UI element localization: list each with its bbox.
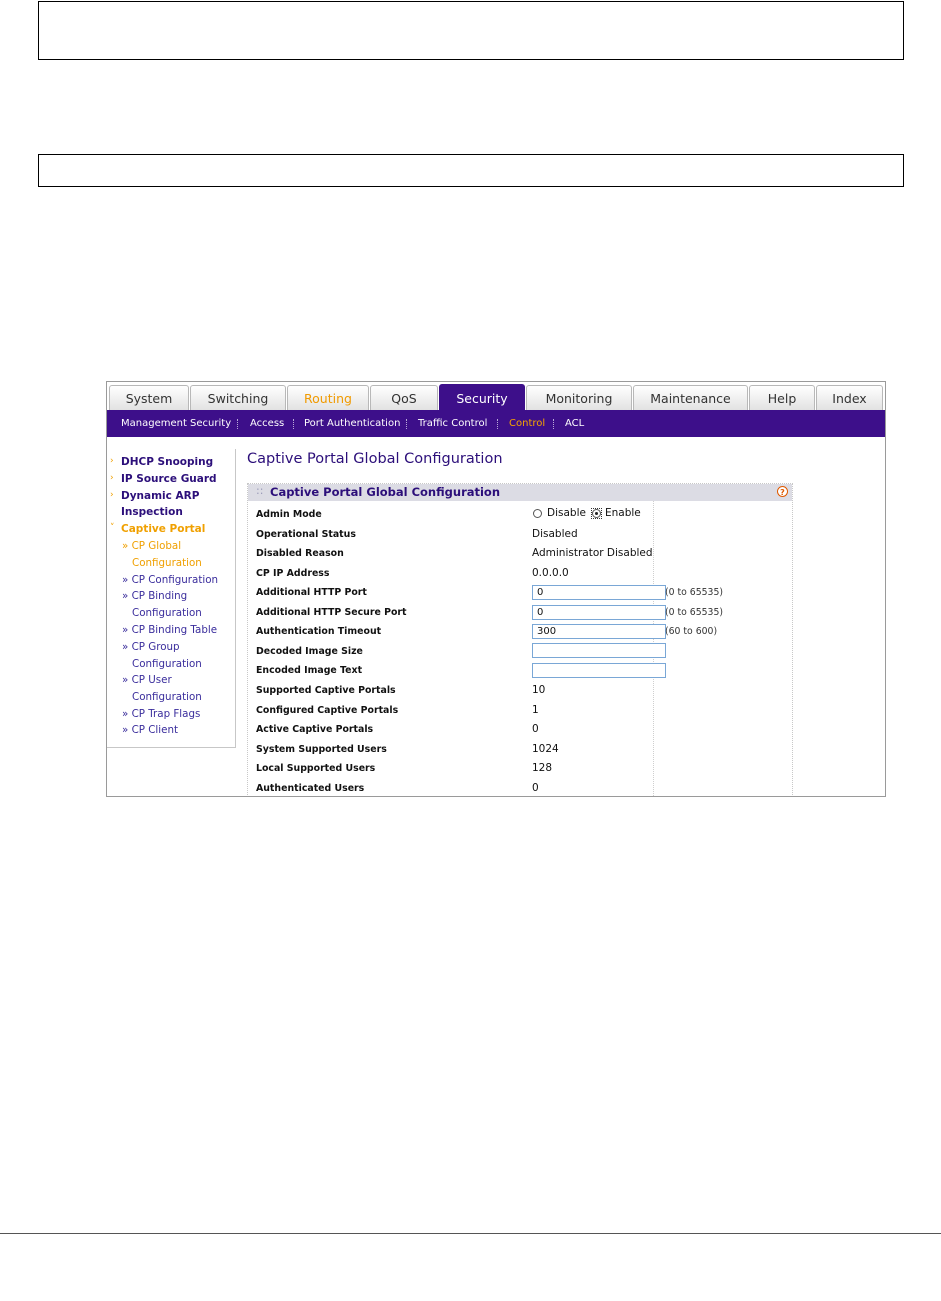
authentication-timeout-range: (60 to 600) — [665, 626, 718, 637]
admin-mode-enable-radio[interactable] — [592, 509, 601, 518]
subnav-acl[interactable]: ACL — [565, 418, 585, 429]
sidebar-item-cp-configuration[interactable]: » CP Configuration — [122, 574, 219, 586]
additional-https-port-range: (0 to 65535) — [665, 607, 723, 618]
chevron-right-icon: › — [110, 456, 114, 466]
subnav-control[interactable]: Control — [509, 418, 546, 429]
sidebar-item-ip-source-guard[interactable]: IP Source Guard — [121, 473, 217, 485]
local-supported-users-value: 128 — [532, 762, 553, 774]
authenticated-users-value: 0 — [532, 782, 539, 794]
main-tab-bar — [107, 382, 885, 411]
footer-rule — [0, 1233, 941, 1234]
encoded-image-text-label: Encoded Image Text — [256, 665, 363, 676]
tab-maintenance[interactable]: Maintenance — [633, 385, 748, 410]
page-title: Captive Portal Global Configuration — [247, 451, 503, 467]
local-supported-users-label: Local Supported Users — [256, 763, 376, 774]
tab-routing[interactable]: Routing — [287, 385, 369, 410]
chevron-right-icon: › — [110, 490, 114, 500]
chevron-right-icon: › — [110, 473, 114, 483]
subnav-access[interactable]: Access — [250, 418, 285, 429]
authentication-timeout-label: Authentication Timeout — [256, 626, 382, 637]
tab-index[interactable]: Index — [816, 385, 883, 410]
supported-captive-portals-label: Supported Captive Portals — [256, 685, 396, 696]
configured-captive-portals-value: 1 — [532, 704, 539, 716]
system-supported-users-value: 1024 — [532, 743, 559, 755]
admin-mode-disable-radio[interactable] — [533, 509, 542, 518]
configured-captive-portals-label: Configured Captive Portals — [256, 705, 399, 716]
sidebar-item-cp-client[interactable]: » CP Client — [122, 724, 179, 736]
admin-mode-enable-label: Enable — [605, 507, 641, 519]
admin-mode-label: Admin Mode — [256, 509, 322, 520]
document-box-top — [38, 1, 904, 60]
sidebar-item-cp-user-line2[interactable]: Configuration — [132, 691, 202, 703]
sidebar-item-cp-group[interactable]: » CP Group — [122, 641, 180, 653]
panel-title: Captive Portal Global Configuration — [270, 485, 501, 499]
operational-status-value: Disabled — [532, 528, 578, 540]
additional-http-port-range: (0 to 65535) — [665, 587, 723, 598]
additional-http-port-label: Additional HTTP Port — [256, 587, 367, 598]
tab-switching[interactable]: Switching — [190, 385, 286, 410]
subnav-separator — [406, 419, 407, 429]
subnav-separator — [497, 419, 498, 429]
encoded-image-text-input[interactable] — [532, 663, 666, 678]
cp-ip-address-label: CP IP Address — [256, 568, 330, 579]
ui-screenshot — [106, 381, 886, 797]
sidebar-item-cp-global[interactable]: » CP Global — [122, 540, 182, 552]
chevron-down-icon: ˅ — [110, 523, 115, 533]
supported-captive-portals-value: 10 — [532, 684, 546, 696]
disabled-reason-label: Disabled Reason — [256, 548, 344, 559]
drag-handle-icon: :: — [256, 484, 264, 497]
additional-https-port-label: Additional HTTP Secure Port — [256, 607, 407, 618]
subnav-separator — [237, 419, 238, 429]
sidebar-item-dhcp-snooping[interactable]: DHCP Snooping — [121, 456, 214, 468]
sidebar-item-cp-global-line2[interactable]: Configuration — [132, 557, 202, 569]
document-box-second — [38, 154, 904, 187]
authentication-timeout-input[interactable]: 300 — [532, 624, 666, 639]
config-panel — [247, 483, 793, 797]
tab-qos[interactable]: QoS — [370, 385, 438, 410]
panel-header — [248, 484, 792, 501]
subnav-traffic-control[interactable]: Traffic Control — [418, 418, 488, 429]
sidebar-item-cp-user[interactable]: » CP User — [122, 674, 172, 686]
sidebar-item-cp-group-line2[interactable]: Configuration — [132, 658, 202, 670]
left-sidebar — [107, 449, 236, 748]
system-supported-users-label: System Supported Users — [256, 744, 387, 755]
additional-https-port-input[interactable]: 0 — [532, 605, 666, 620]
active-captive-portals-label: Active Captive Portals — [256, 724, 374, 735]
additional-http-port-input[interactable]: 0 — [532, 585, 666, 600]
sidebar-item-captive-portal[interactable]: Captive Portal — [121, 523, 206, 535]
authenticated-users-label: Authenticated Users — [256, 783, 365, 794]
disabled-reason-value: Administrator Disabled — [532, 547, 653, 559]
sidebar-item-cp-trap-flags[interactable]: » CP Trap Flags — [122, 708, 201, 720]
sub-navigation-bar — [107, 410, 885, 437]
cp-ip-address-value: 0.0.0.0 — [532, 567, 569, 579]
sidebar-item-dynamic-arp-line2[interactable]: Inspection — [121, 506, 183, 518]
admin-mode-disable-label: Disable — [547, 507, 586, 519]
tab-help[interactable]: Help — [749, 385, 815, 410]
subnav-separator — [293, 419, 294, 429]
help-icon[interactable]: ? — [777, 486, 788, 497]
tab-security[interactable]: Security — [439, 384, 525, 411]
sidebar-item-cp-binding[interactable]: » CP Binding — [122, 590, 188, 602]
subnav-port-authentication[interactable]: Port Authentication — [304, 418, 401, 429]
subnav-management-security[interactable]: Management Security — [121, 418, 232, 429]
sidebar-item-cp-binding-line2[interactable]: Configuration — [132, 607, 202, 619]
sidebar-item-cp-binding-table[interactable]: » CP Binding Table — [122, 624, 218, 636]
decoded-image-size-label: Decoded Image Size — [256, 646, 363, 657]
sidebar-item-dynamic-arp[interactable]: Dynamic ARP — [121, 490, 200, 502]
tab-monitoring[interactable]: Monitoring — [526, 385, 632, 410]
active-captive-portals-value: 0 — [532, 723, 539, 735]
tab-system[interactable]: System — [109, 385, 189, 410]
operational-status-label: Operational Status — [256, 529, 356, 540]
decoded-image-size-input[interactable] — [532, 643, 666, 658]
subnav-separator — [553, 419, 554, 429]
